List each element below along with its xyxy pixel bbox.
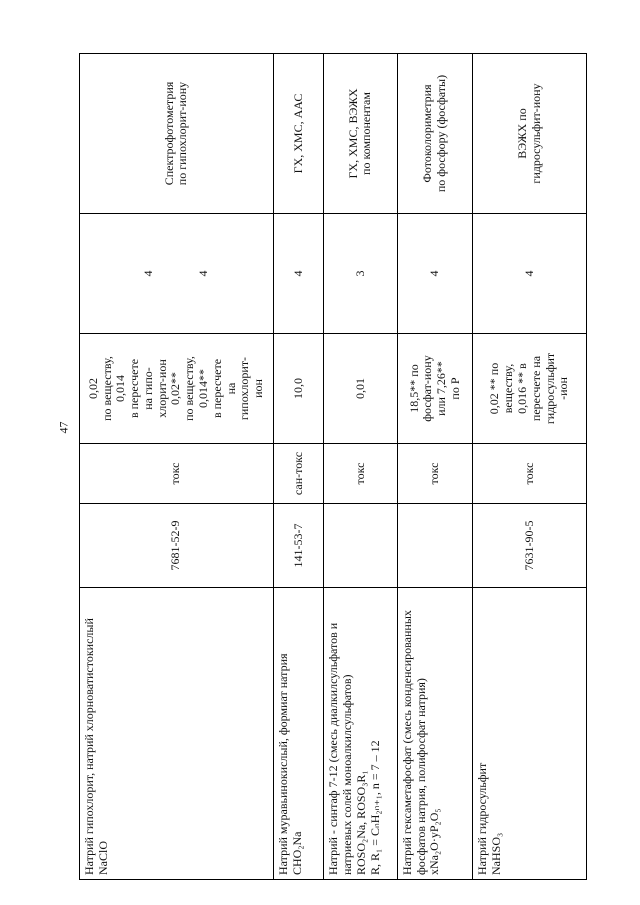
method-cell	[324, 54, 398, 214]
substance-name: Натрий гидросульфит	[475, 762, 490, 875]
substance-name: Натрий муравьинокислый, формиат натрия	[275, 653, 290, 875]
hazard-class: 4	[140, 270, 155, 277]
substance-name-cell	[324, 588, 398, 880]
table-row	[273, 54, 323, 880]
value-line: -ион	[556, 377, 571, 400]
value-line: хлорит-ион	[154, 359, 169, 418]
cas-number: 7681-52-9	[168, 520, 183, 571]
value-line: или 7,26**	[434, 361, 449, 416]
value-line: 0,02**	[168, 372, 183, 405]
substance-name: фосфатов натрия, полифосфат натрия)	[413, 678, 428, 875]
limit-value-cell	[397, 334, 473, 444]
hazard-indicator-cell	[397, 444, 473, 504]
hazard-indicator: токс	[168, 462, 183, 485]
hazard-class: 4	[290, 270, 305, 277]
value-line: 0,016 ** в	[514, 363, 529, 414]
substance-formula: ROSO₂Na, ROSO₃R₁	[353, 770, 368, 875]
method-line: ГХ, ХМС, ВЭЖХ	[345, 88, 360, 179]
rotated-table-container	[79, 54, 587, 880]
value-line: гипохлорит-	[237, 356, 252, 421]
hazard-class: 4	[427, 270, 442, 277]
value-line: ион	[251, 379, 266, 398]
hazard-class: 4	[196, 270, 211, 277]
table-row	[397, 54, 473, 880]
substance-formula: CHO₂Na	[289, 831, 304, 875]
table-row	[80, 54, 274, 880]
value-line: по Р	[447, 377, 462, 400]
hazard-class-cell	[273, 214, 323, 334]
value-line: на	[223, 382, 238, 395]
substance-table	[79, 53, 587, 880]
value-line: веществу,	[501, 363, 516, 414]
substance-name-cell	[273, 588, 323, 880]
table-row	[473, 54, 587, 880]
substance-formula: NaClO	[95, 841, 110, 875]
cas-number: 141-53-7	[290, 523, 305, 568]
cas-cell	[273, 504, 323, 588]
value-line: 10,0	[290, 378, 305, 399]
limit-value-cell	[80, 334, 274, 444]
hazard-indicator: сан-токс	[290, 451, 305, 496]
hazard-indicator: токс	[352, 462, 367, 485]
method-cell	[473, 54, 587, 214]
value-line: в пересчете	[209, 358, 224, 419]
hazard-indicator-cell	[80, 444, 274, 504]
hazard-indicator-cell	[473, 444, 587, 504]
page-number: 47	[56, 421, 71, 434]
substance-formula: NaHSO₃	[489, 832, 504, 875]
hazard-indicator: токс	[427, 462, 442, 485]
hazard-indicator-cell	[273, 444, 323, 504]
method-line: Фотоколориметрия	[420, 84, 435, 183]
cas-cell	[473, 504, 587, 588]
cas-cell	[324, 504, 398, 588]
method-line: по компонентам	[359, 92, 374, 175]
value-line: по веществу,	[99, 356, 114, 421]
value-line: 0,014	[113, 375, 128, 402]
value-line: на гипо-	[140, 367, 155, 410]
value-line: гидросульфит	[542, 352, 557, 425]
method-line: ГХ, ХМС, ААС	[290, 93, 305, 174]
method-cell	[273, 54, 323, 214]
method-line: по гипохлорит-иону	[175, 81, 190, 186]
value-line: 0,02 ** по	[487, 362, 502, 415]
limit-value-cell	[473, 334, 587, 444]
limit-value-cell	[273, 334, 323, 444]
substance-name: Натрий - синтаф 7-12 (смесь диалкилсульфатов и	[326, 622, 341, 875]
method-line: по фосфору (фосфаты)	[434, 74, 449, 193]
cas-cell	[397, 504, 473, 588]
value-line: в пересчете	[127, 358, 142, 419]
substance-name-cell	[80, 588, 274, 880]
value-line: фосфат-иону	[420, 355, 435, 422]
cas-number: 7631-90-5	[521, 520, 536, 571]
cas-cell	[80, 504, 274, 588]
value-line: 0,01	[352, 378, 367, 399]
method-cell	[80, 54, 274, 214]
value-line: 0,014**	[196, 369, 211, 408]
method-line: гидросульфит-иону	[528, 83, 543, 184]
hazard-indicator: токс	[521, 462, 536, 485]
substance-formula: R, R₁ = CₙH₂ₙ₊₁, n = 7 – 12	[367, 740, 382, 875]
hazard-class-cell	[397, 214, 473, 334]
hazard-class-cell	[473, 214, 587, 334]
substance-name: Натрий гипохлорит, натрий хлорноватистокислый	[82, 618, 96, 875]
limit-value-cell	[324, 334, 398, 444]
substance-name-cell	[473, 588, 587, 880]
method-line: Спектрофотометрия	[161, 81, 176, 186]
substance-name: Натрий гексаметафосфат (смесь конденсированных	[399, 610, 414, 875]
hazard-indicator-cell	[324, 444, 398, 504]
substance-formula: xNa₂O·yP₂O₅	[427, 808, 442, 875]
value-line: по веществу,	[182, 356, 197, 421]
substance-name-cell	[397, 588, 473, 880]
value-line: 0,02	[85, 378, 100, 399]
table-row	[324, 54, 398, 880]
hazard-class-cell	[324, 214, 398, 334]
method-line: ВЭЖХ по	[514, 108, 529, 159]
value-line: 18,5** по	[406, 364, 421, 413]
hazard-class-cell	[80, 214, 274, 334]
value-line: пересчете на	[528, 355, 543, 422]
substance-name: натриевых солей моноалкилсульфатов)	[340, 674, 354, 875]
method-cell	[397, 54, 473, 214]
hazard-class: 4	[521, 270, 536, 277]
hazard-class: 3	[352, 270, 367, 277]
